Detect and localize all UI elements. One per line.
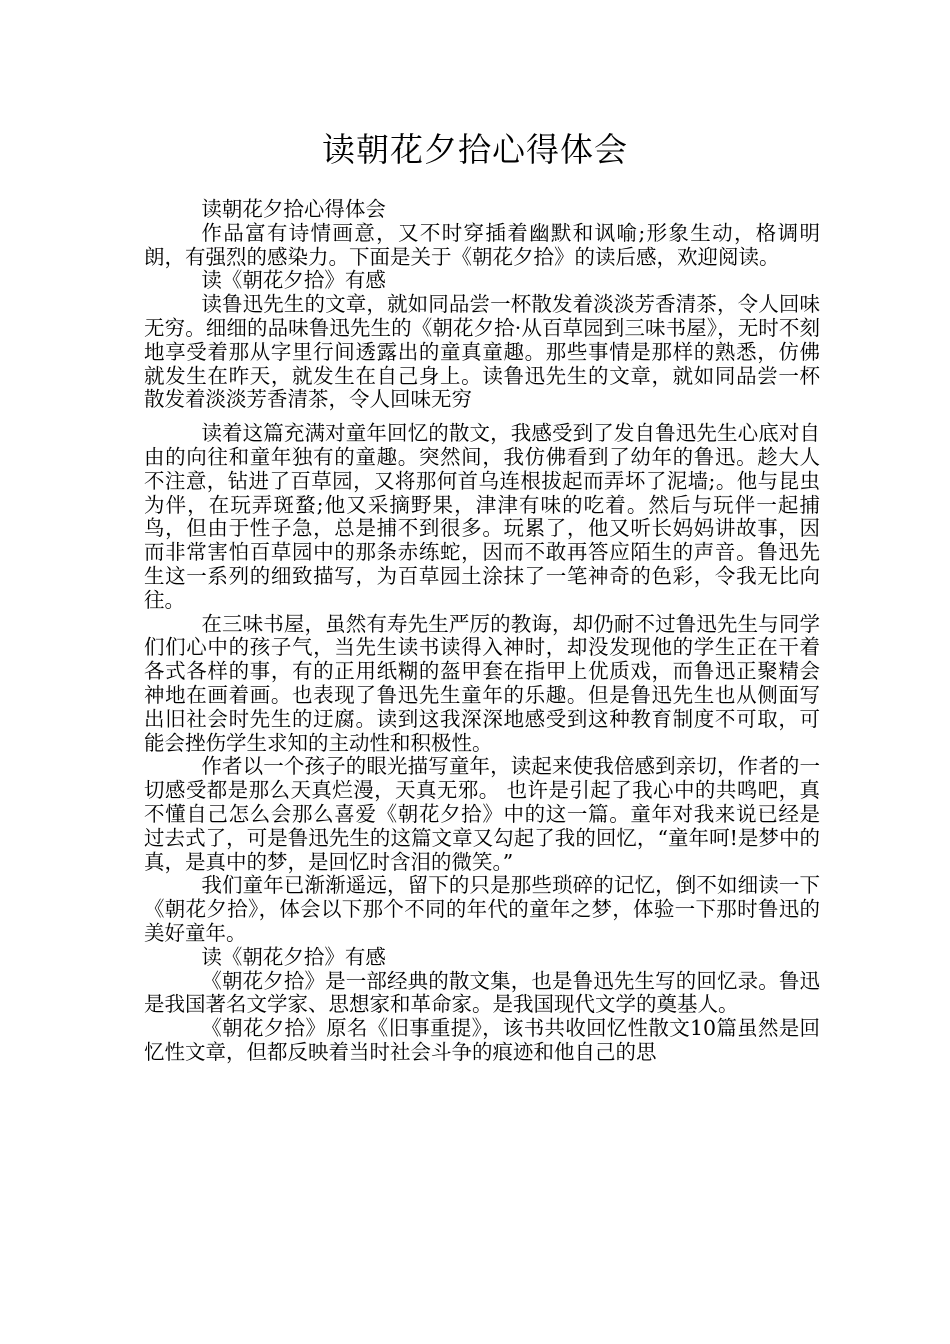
paragraph-section-heading: 读《朝花夕拾》有感	[201, 268, 386, 293]
paragraph: 《朝花夕拾》原名《旧事重提》，该书共收回忆性散文10篇虽然是回忆性文章，但都反映着当时社会斗争的痕迹和他自己的思	[144, 1016, 820, 1064]
paragraph: 我们童年已渐渐遥远，留下的只是那些琐碎的记忆，倒不如细读一下《朝花夕拾》，体会以下那个不同的年代的童年之梦，体验一下那时鲁迅的美好童年。	[144, 873, 820, 945]
paragraph: 读鲁迅先生的文章，就如同品尝一杯散发着淡淡芳香清茶，令人回味无穷。细细的品味鲁迅先生的《朝花夕拾·从百草园到三味书屋》，无时不刻地享受着那从字里行间透露出的童真童趣。那些事情是那样的熟悉，仿佛就发生在昨天，就发生在自己身上。读鲁迅先生的文章，就如同品尝一杯散发着淡淡芳香清茶，令人回味无穷	[144, 292, 820, 412]
paragraph: 在三味书屋，虽然有寿先生严厉的教诲，却仍耐不过鲁迅先生与同学们们心中的孩子气，当先生读书读得入神时，却没发现他的学生正在干着各式各样的事，有的正用纸糊的盔甲套在指甲上优质戏，而鲁迅正聚精会神地在画着画。也表现了鲁迅先生童年的乐趣。但是鲁迅先生也从侧面写出旧社会时先生的迂腐。读到这我深深地感受到这种教育制度不可取，可能会挫伤学生求知的主动性和积极性。	[144, 611, 820, 755]
document-body	[144, 198, 820, 1065]
paragraph-section-heading: 读《朝花夕拾》有感	[201, 944, 386, 969]
paragraph: 《朝花夕拾》是一部经典的散文集，也是鲁迅先生写的回忆录。鲁迅是我国著名文学家、思想家和革命家。是我国现代文学的奠基人。	[144, 968, 820, 1017]
document-title: 读朝花夕拾心得体会	[322, 130, 628, 169]
paragraph: 作者以一个孩子的眼光描写童年，读起来使我倍感到亲切，作者的一切感受都是那么天真烂漫，天真无邪。 也许是引起了我心中的共鸣吧，真不懂自己怎么会那么喜爱《朝花夕拾》中的这一篇。童年对我来说已经是过去式了，可是鲁迅先生的这篇文章又勾起了我的回忆，“童年呵!是梦中的真，是真中的梦，是回忆时含泪的微笑。”	[144, 754, 820, 874]
paragraph: 读着这篇充满对童年回忆的散文，我感受到了发自鲁迅先生心底对自由的向往和童年独有的童趣。突然间，我仿佛看到了幼年的鲁迅。趁大人不注意，钻进了百草园，又将那何首乌连根拔起而弄坏了泥墙;。他与昆虫为伴，在玩弄斑蝥;他又采摘野果，津津有味的吃着。然后与玩伴一起捕鸟，但由于性子急，总是捕不到很多。玩累了，他又听长妈妈讲故事，因而非常害怕百草园中的那条赤练蛇，因而不敢再答应陌生的声音。鲁迅先生这一系列的细致描写，为百草园土涂抹了一笔神奇的色彩，令我无比向往。	[144, 421, 820, 612]
paragraph-heading: 读朝花夕拾心得体会	[201, 197, 386, 221]
paragraph-intro: 作品富有诗情画意，又不时穿插着幽默和讽喻;形象生动，格调明朗，有强烈的感染力。下面是关于《朝花夕拾》的读后感，欢迎阅读。	[144, 220, 820, 269]
